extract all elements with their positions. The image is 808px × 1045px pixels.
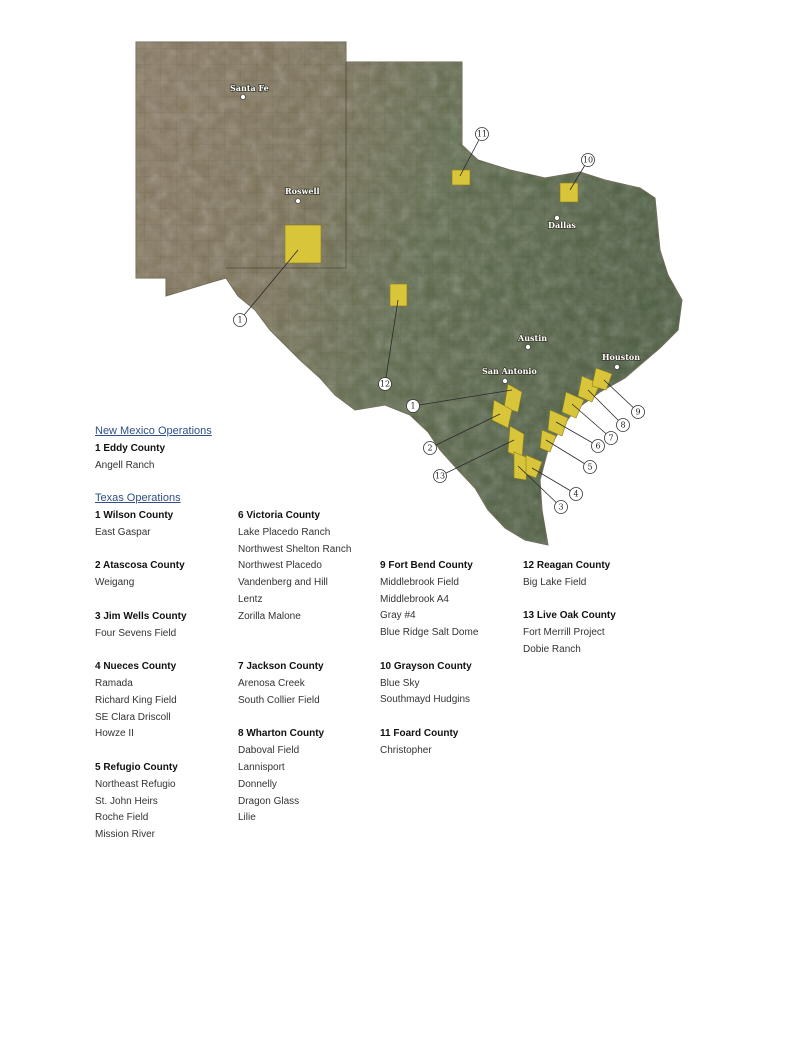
- field: Lake Placedo Ranch: [238, 526, 331, 538]
- callout-1-eddy: 1: [237, 315, 243, 325]
- nm-list: [95, 441, 165, 475]
- field: Richard King Field: [95, 694, 177, 706]
- nm-heading: New Mexico Operations: [95, 425, 212, 437]
- city-dot: [615, 365, 620, 370]
- area-eddy: [285, 225, 321, 263]
- county-live-oak: 13 Live Oak County: [523, 610, 616, 622]
- tx-column-3: [380, 558, 478, 760]
- callout-7: 7: [608, 433, 614, 443]
- field: Big Lake Field: [523, 576, 587, 588]
- city-label-santa-fe: Santa Fe: [230, 83, 269, 93]
- county-fort-bend: 9 Fort Bend County: [380, 560, 473, 571]
- county-wilson: 1 Wilson County: [95, 510, 174, 521]
- field: South Collier Field: [238, 694, 320, 706]
- field: Lentz: [238, 593, 263, 605]
- county-nueces: 4 Nueces County: [95, 661, 177, 673]
- tx-heading: Texas Operations: [95, 492, 181, 504]
- tx-column-2: [238, 508, 351, 827]
- field: Southmayd Hudgins: [380, 694, 471, 706]
- city-label-houston: Houston: [602, 352, 641, 362]
- field: Northeast Refugio: [95, 778, 176, 790]
- field: Mission River: [95, 829, 156, 841]
- city-dot: [241, 95, 246, 100]
- callout-5: 5: [587, 462, 593, 472]
- field: East Gaspar: [95, 526, 151, 538]
- city-label-roswell: Roswell: [285, 186, 320, 196]
- callout-8: 8: [620, 420, 626, 430]
- callout-9: 9: [635, 407, 641, 417]
- callout-2: 2: [427, 443, 433, 453]
- field: Northwest Placedo: [238, 560, 322, 572]
- field: Four Sevens Field: [95, 627, 177, 639]
- field: Dragon Glass: [238, 795, 300, 807]
- field: Daboval Field: [238, 745, 300, 757]
- county-reagan: 12 Reagan County: [523, 560, 611, 571]
- callout-6: 6: [595, 441, 601, 451]
- field: Blue Sky: [380, 677, 420, 689]
- callout-1-wilson: 1: [410, 401, 416, 411]
- tx-column-4: [523, 558, 616, 659]
- area-grayson: [560, 183, 578, 202]
- county-jackson: 7 Jackson County: [238, 661, 324, 673]
- county-wharton: 8 Wharton County: [238, 728, 325, 740]
- field: Howze II: [95, 728, 134, 740]
- nm-field: Angell Ranch: [95, 459, 155, 471]
- county-atascosa: 2 Atascosa County: [95, 560, 185, 572]
- field: Middlebrook A4: [380, 593, 449, 605]
- field: Arenosa Creek: [238, 677, 305, 689]
- city-dot: [503, 379, 508, 384]
- field: Fort Merrill Project: [523, 627, 605, 639]
- callout-11: 11: [476, 129, 488, 139]
- county-foard: 11 Foard County: [380, 727, 459, 739]
- county-refugio: 5 Refugio County: [95, 761, 178, 773]
- callout-4: 4: [573, 489, 579, 499]
- field: Gray #4: [380, 610, 416, 622]
- callout-10: 10: [582, 155, 594, 165]
- field: Dobie Ranch: [523, 643, 581, 655]
- city-label-austin: Austin: [518, 333, 548, 343]
- area-reagan: [390, 284, 407, 306]
- area-foard: [452, 170, 470, 185]
- city-dot: [296, 199, 301, 204]
- callout-13: 13: [434, 471, 446, 481]
- city-label-dallas: Dallas: [548, 220, 576, 230]
- city-dot: [526, 345, 531, 350]
- callout-3: 3: [558, 502, 564, 512]
- field: Zorilla Malone: [238, 610, 301, 622]
- county-jim-wells: 3 Jim Wells County: [95, 610, 187, 622]
- field: St. John Heirs: [95, 795, 158, 807]
- county-grayson: 10 Grayson County: [380, 660, 472, 672]
- field: SE Clara Driscoll: [95, 711, 171, 723]
- field: Weigang: [95, 577, 135, 589]
- field: Northwest Shelton Ranch: [238, 543, 352, 555]
- county-victoria: 6 Victoria County: [238, 510, 321, 521]
- field: Middlebrook Field: [380, 576, 459, 588]
- field: Blue Ridge Salt Dome: [380, 627, 479, 639]
- field: Donnelly: [238, 778, 277, 790]
- field: Christopher: [380, 744, 432, 756]
- field: Ramada: [95, 677, 133, 689]
- nm-county: 1 Eddy County: [95, 443, 166, 454]
- tx-column-1: [95, 508, 187, 844]
- callout-12: 12: [379, 379, 391, 389]
- city-label-san-antonio: San Antonio: [482, 366, 537, 376]
- field: Roche Field: [95, 812, 149, 824]
- field: Lilie: [238, 812, 256, 824]
- field: Lannisport: [238, 761, 285, 773]
- land-mass: [136, 42, 682, 545]
- field: Vandenberg and Hill: [238, 577, 328, 589]
